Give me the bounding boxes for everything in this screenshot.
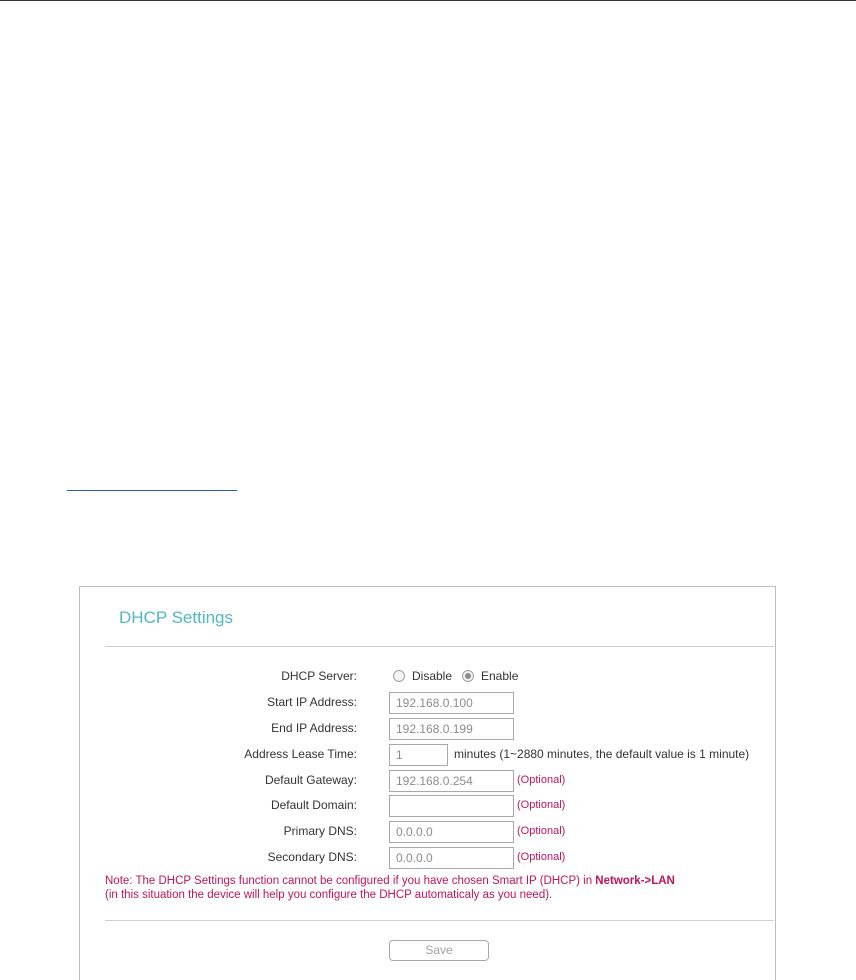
default-domain-row (80, 795, 777, 817)
link-underline[interactable] (67, 490, 237, 491)
note-network-lan: Network->LAN (595, 875, 675, 887)
primary-dns-row (80, 821, 777, 843)
title-divider (105, 646, 774, 647)
default-domain-label: Default Domain: (270, 798, 357, 812)
dhcp-server-label: DHCP Server: (281, 669, 357, 683)
note-line-1-text: Note: The DHCP Settings function cannot be configured if you have chosen Smart IP (DHCP) in (105, 875, 596, 887)
note-line-2: (in this situation the device will help you configure the DHCP automaticaly as you need). (105, 889, 553, 901)
start-ip-row (80, 692, 777, 714)
primary-dns-input[interactable] (389, 821, 514, 843)
footer-divider (105, 920, 774, 921)
secondary-dns-optional: (Optional) (517, 851, 566, 863)
default-gateway-optional: (Optional) (517, 774, 566, 786)
default-domain-optional: (Optional) (517, 799, 566, 811)
end-ip-label: End IP Address: (271, 721, 357, 735)
lease-time-hint: minutes (1~2880 minutes, the default value is 1 minute) (454, 747, 750, 761)
lease-time-label: Address Lease Time: (244, 747, 357, 761)
default-gateway-label: Default Gateway: (264, 773, 357, 787)
start-ip-label: Start IP Address: (267, 695, 357, 709)
end-ip-row (80, 718, 777, 740)
end-ip-input[interactable] (389, 718, 514, 740)
disable-radio-label[interactable]: Disable (412, 669, 453, 683)
secondary-dns-input[interactable] (389, 847, 514, 869)
default-gateway-input[interactable] (389, 770, 514, 792)
secondary-dns-label: Secondary DNS: (267, 850, 357, 864)
primary-dns-label: Primary DNS: (283, 824, 357, 838)
note-line-1 (105, 874, 765, 888)
secondary-dns-row (80, 847, 777, 869)
default-gateway-row (80, 770, 777, 792)
dhcp-server-row (80, 666, 777, 688)
panel-title: DHCP Settings (119, 608, 234, 627)
dhcp-note (105, 874, 765, 902)
enable-radio[interactable] (462, 670, 474, 682)
dhcp-settings-panel (79, 586, 776, 980)
start-ip-input[interactable] (389, 692, 514, 714)
lease-time-input[interactable] (389, 744, 448, 766)
disable-radio[interactable] (393, 670, 405, 682)
save-button[interactable]: Save (389, 940, 489, 961)
top-divider (0, 0, 856, 1)
enable-radio-label[interactable]: Enable (481, 669, 519, 683)
lease-time-row (80, 744, 777, 766)
default-domain-input[interactable] (389, 795, 514, 817)
primary-dns-optional: (Optional) (517, 825, 566, 837)
